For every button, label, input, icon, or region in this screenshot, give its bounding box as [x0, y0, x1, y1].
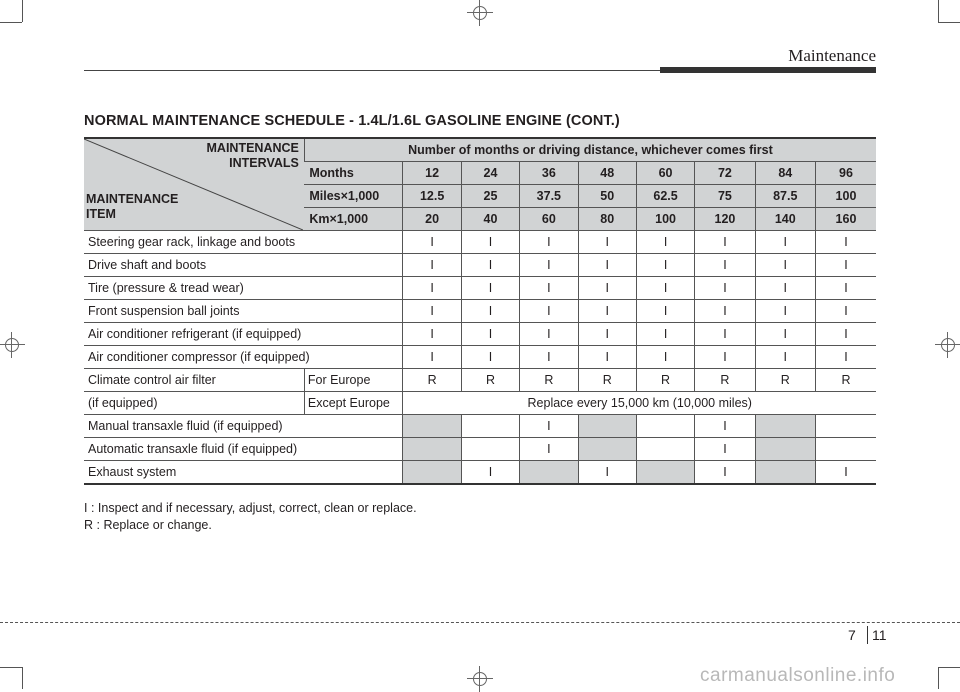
- interval-value: 160: [815, 208, 876, 231]
- header-rule: [84, 70, 660, 71]
- item-name: Automatic transaxle fluid (if equipped): [84, 438, 403, 461]
- mark-cell: I: [636, 231, 694, 254]
- item-name: Air conditioner refrigerant (if equipped): [84, 323, 403, 346]
- crop-mark: [938, 667, 960, 668]
- interval-value: 75: [695, 185, 755, 208]
- corner-intervals-line1: MAINTENANCE: [206, 141, 299, 155]
- item-name: Manual transaxle fluid (if equipped): [84, 415, 403, 438]
- mark-cell: I: [403, 254, 461, 277]
- mark-cell: I: [636, 346, 694, 369]
- legend: [84, 500, 417, 534]
- chapter-number: 7: [848, 627, 856, 643]
- mark-cell: I: [695, 277, 755, 300]
- mark-cell: [403, 415, 461, 438]
- mark-cell: I: [695, 231, 755, 254]
- mark-cell: I: [695, 461, 755, 485]
- mark-cell: R: [695, 369, 755, 392]
- mark-cell: I: [636, 323, 694, 346]
- mark-cell: I: [755, 231, 815, 254]
- interval-value: 96: [815, 162, 876, 185]
- registration-mark-icon: [469, 2, 491, 24]
- interval-value: 12: [403, 162, 461, 185]
- mark-cell: R: [636, 369, 694, 392]
- mark-cell: I: [578, 300, 636, 323]
- corner-intervals-label: [207, 141, 299, 171]
- mark-cell: I: [578, 231, 636, 254]
- mark-cell: [815, 438, 876, 461]
- mark-cell: [755, 415, 815, 438]
- crop-mark: [22, 0, 23, 22]
- interval-value: 48: [578, 162, 636, 185]
- item-name: Tire (pressure & tread wear): [84, 277, 403, 300]
- mark-cell: I: [695, 323, 755, 346]
- interval-value: 12.5: [403, 185, 461, 208]
- mark-cell: [578, 415, 636, 438]
- mark-cell: I: [815, 277, 876, 300]
- interval-value: 37.5: [520, 185, 578, 208]
- mark-cell: I: [815, 254, 876, 277]
- interval-value: 120: [695, 208, 755, 231]
- table-row: [84, 323, 876, 346]
- item-name: Steering gear rack, linkage and boots: [84, 231, 403, 254]
- mark-cell: I: [815, 323, 876, 346]
- item-name: Front suspension ball joints: [84, 300, 403, 323]
- interval-value: 72: [695, 162, 755, 185]
- mark-cell: R: [461, 369, 519, 392]
- interval-value: 60: [520, 208, 578, 231]
- mark-cell: I: [403, 300, 461, 323]
- mark-cell: I: [520, 346, 578, 369]
- mark-cell: I: [578, 461, 636, 485]
- mark-cell: R: [755, 369, 815, 392]
- mark-cell: I: [403, 323, 461, 346]
- mark-cell: [815, 415, 876, 438]
- table-row: [84, 254, 876, 277]
- interval-value: 80: [578, 208, 636, 231]
- mark-cell: I: [755, 277, 815, 300]
- mark-cell: I: [520, 323, 578, 346]
- mark-cell: I: [815, 300, 876, 323]
- mark-cell: [636, 461, 694, 485]
- registration-mark-icon: [1, 334, 23, 356]
- page-number-divider: [867, 626, 868, 644]
- mark-cell: I: [695, 254, 755, 277]
- mark-cell: I: [520, 277, 578, 300]
- mark-cell: I: [578, 346, 636, 369]
- mark-cell: I: [403, 231, 461, 254]
- table-row-climate-except: [84, 392, 876, 415]
- mark-cell: R: [815, 369, 876, 392]
- registration-mark-icon: [469, 668, 491, 690]
- mark-cell: [636, 415, 694, 438]
- table-row-climate-europe: [84, 369, 876, 392]
- interval-value: 140: [755, 208, 815, 231]
- registration-mark-icon: [937, 334, 959, 356]
- interval-header: Number of months or driving distance, whichever comes first: [304, 138, 876, 162]
- mark-cell: I: [520, 438, 578, 461]
- mark-cell: I: [520, 300, 578, 323]
- mark-cell: I: [755, 346, 815, 369]
- mark-cell: I: [520, 231, 578, 254]
- item-name: Air conditioner compressor (if equipped): [84, 346, 403, 369]
- page-number: 11: [872, 627, 887, 643]
- mark-cell: I: [755, 300, 815, 323]
- mark-cell: I: [815, 461, 876, 485]
- table-row: [84, 461, 876, 485]
- crop-mark: [938, 667, 939, 689]
- table-corner-header: [84, 138, 304, 231]
- legend-replace: R : Replace or change.: [84, 518, 212, 532]
- crop-mark: [22, 667, 23, 689]
- corner-item-line1: MAINTENANCE: [86, 192, 179, 206]
- mark-cell: [578, 438, 636, 461]
- interval-label: Months: [304, 162, 403, 185]
- mark-cell: I: [578, 323, 636, 346]
- table-row: [84, 346, 876, 369]
- mark-cell: I: [755, 254, 815, 277]
- maintenance-schedule-table: [84, 137, 876, 485]
- mark-cell: I: [755, 323, 815, 346]
- corner-intervals-line2: INTERVALS: [229, 156, 299, 170]
- interval-value: 50: [578, 185, 636, 208]
- mark-cell: I: [695, 346, 755, 369]
- mark-cell: I: [403, 346, 461, 369]
- interval-value: 60: [636, 162, 694, 185]
- mark-cell: I: [461, 300, 519, 323]
- interval-value: 62.5: [636, 185, 694, 208]
- mark-cell: [520, 461, 578, 485]
- mark-cell: I: [695, 300, 755, 323]
- interval-value: 100: [636, 208, 694, 231]
- mark-cell: I: [461, 346, 519, 369]
- table-row: [84, 277, 876, 300]
- mark-cell: R: [520, 369, 578, 392]
- page-title: NORMAL MAINTENANCE SCHEDULE - 1.4L/1.6L GASOLINE ENGINE (CONT.): [84, 113, 620, 129]
- table-row: [84, 415, 876, 438]
- mark-cell: I: [815, 346, 876, 369]
- table-row: [84, 231, 876, 254]
- interval-label: Km×1,000: [304, 208, 403, 231]
- crop-mark: [0, 667, 22, 668]
- sub-item-label: For Europe: [304, 369, 403, 392]
- sub-item-label: Except Europe: [304, 392, 403, 415]
- mark-cell: [461, 438, 519, 461]
- footer-rule: [0, 622, 960, 623]
- mark-cell: R: [403, 369, 461, 392]
- mark-cell: I: [461, 323, 519, 346]
- section-title: Maintenance: [788, 46, 876, 65]
- mark-cell: I: [636, 300, 694, 323]
- mark-cell: I: [636, 254, 694, 277]
- mark-cell: I: [578, 254, 636, 277]
- interval-value: 87.5: [755, 185, 815, 208]
- replace-interval-note: Replace every 15,000 km (10,000 miles): [403, 392, 876, 415]
- mark-cell: I: [461, 461, 519, 485]
- crop-mark: [938, 22, 960, 23]
- mark-cell: I: [520, 254, 578, 277]
- interval-label: Miles×1,000: [304, 185, 403, 208]
- mark-cell: [461, 415, 519, 438]
- watermark: carmanualsonline.info: [700, 665, 896, 686]
- mark-cell: I: [815, 231, 876, 254]
- item-name: Drive shaft and boots: [84, 254, 403, 277]
- mark-cell: I: [695, 415, 755, 438]
- item-name-qualifier: (if equipped): [84, 392, 304, 415]
- crop-mark: [938, 0, 939, 22]
- corner-item-line2: ITEM: [86, 207, 116, 221]
- table-row: [84, 438, 876, 461]
- mark-cell: R: [578, 369, 636, 392]
- mark-cell: I: [461, 231, 519, 254]
- mark-cell: I: [520, 415, 578, 438]
- interval-value: 40: [461, 208, 519, 231]
- mark-cell: I: [403, 277, 461, 300]
- mark-cell: I: [461, 254, 519, 277]
- mark-cell: I: [695, 438, 755, 461]
- item-name: Exhaust system: [84, 461, 403, 485]
- mark-cell: [403, 461, 461, 485]
- mark-cell: I: [461, 277, 519, 300]
- interval-value: 24: [461, 162, 519, 185]
- crop-mark: [0, 22, 22, 23]
- mark-cell: I: [578, 277, 636, 300]
- item-name: Climate control air filter: [84, 369, 304, 392]
- interval-value: 20: [403, 208, 461, 231]
- mark-cell: [755, 461, 815, 485]
- legend-inspect: I : Inspect and if necessary, adjust, correct, clean or replace.: [84, 501, 417, 515]
- interval-value: 25: [461, 185, 519, 208]
- header-rule-accent: [660, 67, 876, 73]
- mark-cell: [636, 438, 694, 461]
- interval-value: 84: [755, 162, 815, 185]
- corner-item-label: [86, 192, 178, 222]
- mark-cell: [755, 438, 815, 461]
- mark-cell: I: [636, 277, 694, 300]
- table-row: [84, 300, 876, 323]
- mark-cell: [403, 438, 461, 461]
- interval-value: 36: [520, 162, 578, 185]
- interval-value: 100: [815, 185, 876, 208]
